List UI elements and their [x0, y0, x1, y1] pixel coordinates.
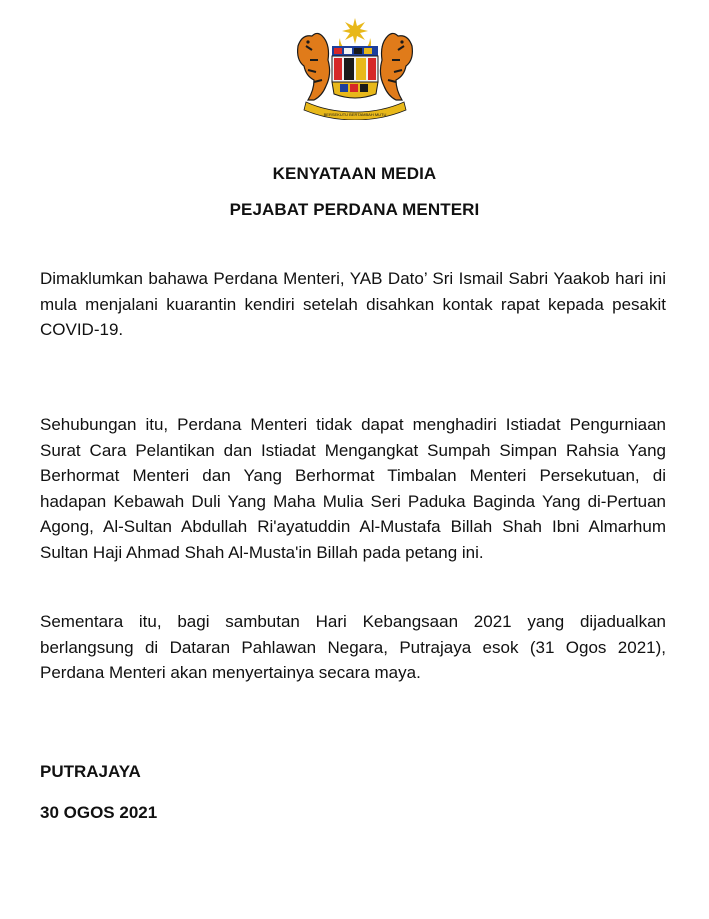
statement-place: PUTRAJAYA: [40, 762, 141, 781]
malaysia-coat-of-arms-icon: [288, 16, 422, 120]
statement-date: 30 OGOS 2021: [40, 803, 158, 822]
paragraph-2: Sehubungan itu, Perdana Menteri tidak dapat menghadiri Istiadat Pengurniaan Surat Cara Pelantikan dan Istiadat Mengangkat Sumpah Simpan Rahsia Yang Berhormat Menteri dan Yang Berhormat Timbalan Menteri Persekutuan, di hadapan Kebawah Duli Yang Maha Mulia Seri Paduka Baginda Yang di-Pertuan Agong, Al-Sultan Abdullah Ri'ayatuddin Al-Mustafa Billah Shah Ibni Almarhum Sultan Haji Ahmad Shah Al-Musta'in Billah pada petang ini.: [40, 415, 666, 562]
paragraph-1: Dimaklumkan bahawa Perdana Menteri, YAB Dato’ Sri Ismail Sabri Yaakob hari ini mula menjalani kuarantin kendiri setelah disahkan kontak rapat kepada pesakit COVID-19.: [40, 269, 666, 339]
page-subtitle: PEJABAT PERDANA MENTERI: [229, 200, 480, 219]
crest-motto: BERSEKUTU BERTAMBAH MUTU: [323, 112, 387, 117]
page-title: KENYATAAN MEDIA: [272, 164, 437, 183]
paragraph-3: Sementara itu, bagi sambutan Hari Kebangsaan 2021 yang dijadualkan berlangsung di Dataran Pahlawan Negara, Putrajaya esok (31 Ogos 2021), Perdana Menteri akan menyertainya secara maya.: [40, 612, 666, 682]
